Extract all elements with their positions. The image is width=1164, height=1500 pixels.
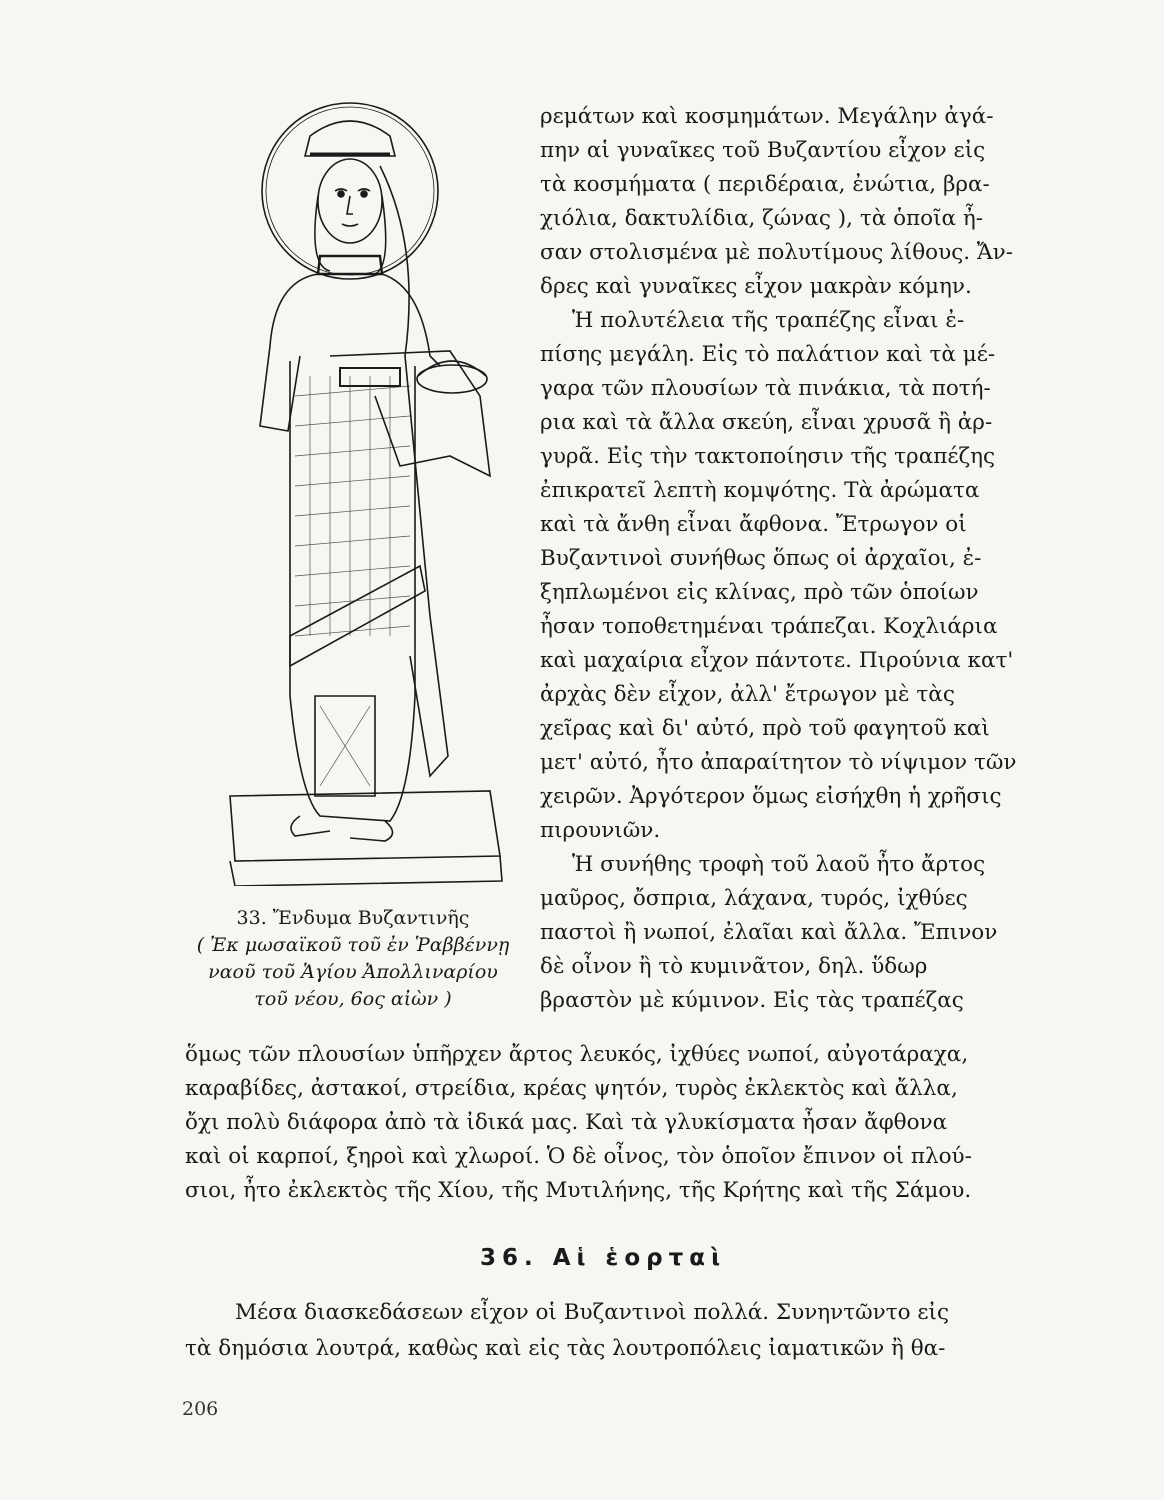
- text-line: δὲ οἶνον ἢ τὸ κυμινᾶτον, δηλ. ὕδωρ: [540, 954, 928, 979]
- text-line: μετ' αὐτό, ἦτο ἀπαραίτητον τὸ νίψιμον τῶν: [540, 750, 1017, 775]
- text-line: Βυζαντινοὶ συνήθως ὅπως οἱ ἀρχαῖοι, ἐ-: [540, 546, 982, 571]
- text-line: σαν στολισμένα μὲ πολυτίμους λίθους. Ἄν-: [540, 240, 1014, 265]
- text-line: χειρῶν. Ἀργότερον ὅμως εἰσήχθη ἡ χρῆσις: [540, 784, 1002, 809]
- text-line: χιόλια, δακτυλίδια, ζώνας ), τὰ ὁποῖα ἦ-: [540, 206, 984, 231]
- illustration-drawing: [190, 96, 525, 886]
- text-line: βραστὸν μὲ κύμινον. Εἰς τὰς τραπέζας: [540, 988, 964, 1013]
- section-heading: 36. Αἱ ἑορταὶ: [480, 1245, 727, 1271]
- text-line: γυρᾶ. Εἰς τὴν τακτοποίησιν τῆς τραπέζης: [540, 444, 996, 469]
- text-line: Ἡ συνήθης τροφὴ τοῦ λαοῦ ἦτο ἄρτος: [572, 852, 986, 877]
- caption-title: 33. Ἔνδυμα Βυζαντινῆς: [236, 907, 470, 929]
- text-line: καραβίδες, ἀστακοί, στρείδια, κρέας ψητόν, τυρὸς ἐκλεκτὸς καὶ ἄλλα,: [185, 1076, 958, 1101]
- text-line: χεῖρας καὶ δι' αὐτό, πρὸ τοῦ φαγητοῦ καὶ: [540, 716, 990, 741]
- text-line: σιοι, ἦτο ἐκλεκτὸς τῆς Χίου, τῆς Μυτιλήνης, τῆς Κρήτης καὶ τῆς Σάμου.: [185, 1178, 972, 1203]
- text-line: ρια καὶ τὰ ἄλλα σκεύη, εἶναι χρυσᾶ ἢ ἀρ-: [540, 410, 993, 435]
- text-line: ἦσαν τοποθετημέναι τράπεζαι. Κοχλιάρια: [540, 614, 998, 639]
- text-line: ρεμάτων καὶ κοσμημάτων. Μεγάλην ἀγά-: [540, 104, 994, 129]
- text-line: Ἡ πολυτέλεια τῆς τραπέζης εἶναι ἐ-: [572, 308, 965, 333]
- text-line: καὶ οἱ καρποί, ξηροὶ καὶ χλωροί. Ὁ δὲ οἶνος, τὸν ὁποῖον ἔπινον οἱ πλού-: [185, 1144, 972, 1169]
- caption-source-line: ( Ἐκ μωσαϊκοῦ τοῦ ἐν Ῥαββέννῃ: [196, 934, 510, 956]
- figure-caption: [172, 905, 534, 1013]
- text-line: πιρουνιῶν.: [540, 818, 661, 843]
- text-line: ἀρχὰς δὲν εἶχον, ἀλλ' ἔτρωγον μὲ τὰς: [540, 682, 955, 707]
- text-line: Μέσα διασκεδάσεων εἶχον οἱ Βυζαντινοὶ πολλά. Συνηντῶντο εἰς: [235, 1300, 949, 1325]
- page-number: 206: [182, 1398, 219, 1420]
- illustration-byzantine-woman: [190, 96, 525, 886]
- text-line: ὄχι πολὺ διάφορα ἀπὸ τὰ ἰδικά μας. Καὶ τὰ γλυκίσματα ἦσαν ἄφθονα: [185, 1110, 948, 1135]
- text-line: ἐπικρατεῖ λεπτὴ κομψότης. Τὰ ἀρώματα: [540, 478, 980, 503]
- text-line: τὰ κοσμήματα ( περιδέραια, ἐνώτια, βρα-: [540, 172, 990, 197]
- text-line: ὅμως τῶν πλουσίων ὑπῆρχεν ἄρτος λευκός, ἰχθύες νωποί, αὐγοτάραχα,: [185, 1042, 969, 1067]
- section-paragraph: [185, 1295, 1037, 1367]
- text-line: πίσης μεγάλη. Εἰς τὸ παλάτιον καὶ τὰ μέ-: [540, 342, 996, 367]
- text-line: καὶ τὰ ἄνθη εἶναι ἄφθονα. Ἔτρωγον οἱ: [540, 512, 967, 537]
- text-line: γαρα τῶν πλουσίων τὰ πινάκια, τὰ ποτή-: [540, 376, 991, 401]
- caption-source-line: τοῦ νέου, 6ος αἰὼν ): [254, 988, 452, 1010]
- text-line: μαῦρος, ὄσπρια, λάχανα, τυρός, ἰχθύες: [540, 886, 968, 911]
- text-line: τὰ δημόσια λουτρά, καθὼς καὶ εἰς τὰς λουτροπόλεις ἰαματικῶν ἢ θα-: [185, 1336, 946, 1361]
- right-column-text: [540, 100, 1037, 1018]
- text-line: παστοὶ ἢ νωποί, ἐλαῖαι καὶ ἄλλα. Ἔπινον: [540, 920, 998, 945]
- caption-source-line: ναοῦ τοῦ Ἁγίου Ἀπολλιναρίου: [208, 961, 498, 983]
- text-line: δρες καὶ γυναῖκες εἶχον μακρὰν κόμην.: [540, 274, 972, 299]
- full-width-text: [185, 1038, 1037, 1208]
- text-line: καὶ μαχαίρια εἶχον πάντοτε. Πιρούνια κατ': [540, 648, 1014, 673]
- text-line: ξηπλωμένοι εἰς κλίνας, πρὸ τῶν ὁποίων: [540, 580, 979, 605]
- text-line: πην αἱ γυναῖκες τοῦ Βυζαντίου εἶχον εἰς: [540, 138, 986, 163]
